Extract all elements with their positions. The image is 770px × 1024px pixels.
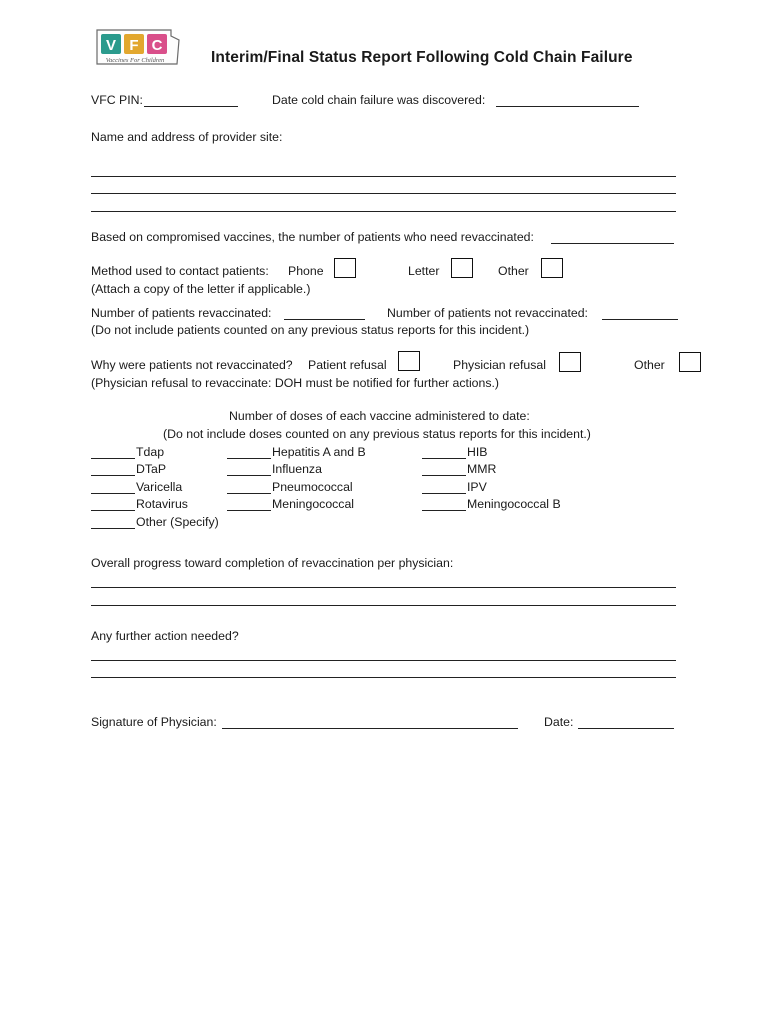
dose-label-meningococcal-b: Meningococcal B — [467, 497, 561, 511]
signature-label: Signature of Physician: — [91, 715, 217, 729]
why-option-physician-label: Physician refusal — [453, 358, 546, 372]
revaccinated-label: Number of patients revaccinated: — [91, 306, 272, 320]
further-action-label: Any further action needed? — [91, 629, 239, 643]
doses-subheading: (Do not include doses counted on any previous status reports for this incident.) — [163, 427, 591, 441]
contact-letter-checkbox[interactable] — [451, 258, 473, 278]
progress-line[interactable] — [91, 587, 676, 588]
dose-label-ipv: IPV — [467, 480, 487, 494]
dose-label-tdap: Tdap — [136, 445, 165, 459]
not-revaccinated-field[interactable] — [602, 308, 678, 320]
dose-field-rotavirus[interactable] — [91, 499, 135, 511]
provider-line[interactable] — [91, 176, 676, 177]
dose-field-varicella[interactable] — [91, 482, 135, 494]
revacc-needed-field[interactable] — [551, 232, 674, 244]
progress-line[interactable] — [91, 605, 676, 606]
vfc-pin-field[interactable] — [144, 95, 238, 107]
dose-field-ipv[interactable] — [422, 482, 466, 494]
not-revaccinated-label: Number of patients not revaccinated: — [387, 306, 588, 320]
revaccinated-field[interactable] — [284, 308, 365, 320]
why-note: (Physician refusal to revaccinate: DOH must be notified for further actions.) — [91, 376, 500, 390]
logo-letter-c: C — [151, 37, 163, 54]
dose-field-meningococcal[interactable] — [227, 499, 271, 511]
contact-option-other-label: Other — [498, 264, 529, 278]
dose-label-influenza: Influenza — [272, 462, 322, 476]
date-discovered-field[interactable] — [496, 95, 639, 107]
dose-label-mmr: MMR — [467, 462, 497, 476]
dose-label-meningococcal: Meningococcal — [272, 497, 355, 511]
date-discovered-label: Date cold chain failure was discovered: — [272, 93, 486, 107]
why-physician-refusal-checkbox[interactable] — [559, 352, 581, 372]
contact-other-checkbox[interactable] — [541, 258, 563, 278]
dose-label-other: Other (Specify) — [136, 515, 219, 529]
contact-option-phone-label: Phone — [288, 264, 324, 278]
dose-label-dtap: DTaP — [136, 462, 167, 476]
why-option-patient-label: Patient refusal — [308, 358, 387, 372]
why-patient-refusal-checkbox[interactable] — [398, 351, 420, 371]
why-label: Why were patients not revaccinated? — [91, 358, 293, 372]
dose-label-rotavirus: Rotavirus — [136, 497, 188, 511]
further-action-line[interactable] — [91, 677, 676, 678]
contact-note: (Attach a copy of the letter if applicable.) — [91, 282, 311, 296]
logo-letter-v: V — [105, 37, 117, 54]
provider-line[interactable] — [91, 211, 676, 212]
vfc-pin-label: VFC PIN: — [91, 93, 143, 107]
signature-date-label: Date: — [544, 715, 574, 729]
dose-field-tdap[interactable] — [91, 447, 135, 459]
contact-method-label: Method used to contact patients: — [91, 264, 269, 278]
dose-field-mmr[interactable] — [422, 464, 466, 476]
provider-line[interactable] — [91, 193, 676, 194]
dose-field-pneumococcal[interactable] — [227, 482, 271, 494]
contact-phone-checkbox[interactable] — [334, 258, 356, 278]
page-title: Interim/Final Status Report Following Cold Chain Failure — [211, 49, 633, 66]
signature-date-field[interactable] — [578, 717, 674, 729]
why-option-other-label: Other — [634, 358, 665, 372]
contact-option-letter-label: Letter — [408, 264, 440, 278]
why-other-checkbox[interactable] — [679, 352, 701, 372]
revacc-needed-label: Based on compromised vaccines, the number of patients who need revaccinated: — [91, 230, 534, 244]
progress-label: Overall progress toward completion of revaccination per physician: — [91, 556, 454, 570]
dose-field-hib[interactable] — [422, 447, 466, 459]
dose-field-hepatitis[interactable] — [227, 447, 271, 459]
vfc-logo-graphic — [91, 24, 185, 72]
logo-tagline: Vaccines For Children — [105, 57, 165, 64]
dose-label-varicella: Varicella — [136, 480, 183, 494]
dose-field-dtap[interactable] — [91, 464, 135, 476]
vfc-logo — [91, 24, 185, 72]
dose-field-other[interactable] — [91, 517, 135, 529]
counts-note: (Do not include patients counted on any previous status reports for this incident.) — [91, 323, 530, 337]
provider-label: Name and address of provider site: — [91, 130, 283, 144]
dose-field-meningococcal-b[interactable] — [422, 499, 466, 511]
dose-label-hepatitis: Hepatitis A and B — [272, 445, 366, 459]
signature-field[interactable] — [222, 717, 518, 729]
dose-field-influenza[interactable] — [227, 464, 271, 476]
logo-letter-f: F — [129, 37, 139, 54]
dose-label-hib: HIB — [467, 445, 488, 459]
doses-heading: Number of doses of each vaccine administered to date: — [229, 409, 530, 423]
dose-label-pneumococcal: Pneumococcal — [272, 480, 353, 494]
further-action-line[interactable] — [91, 660, 676, 661]
